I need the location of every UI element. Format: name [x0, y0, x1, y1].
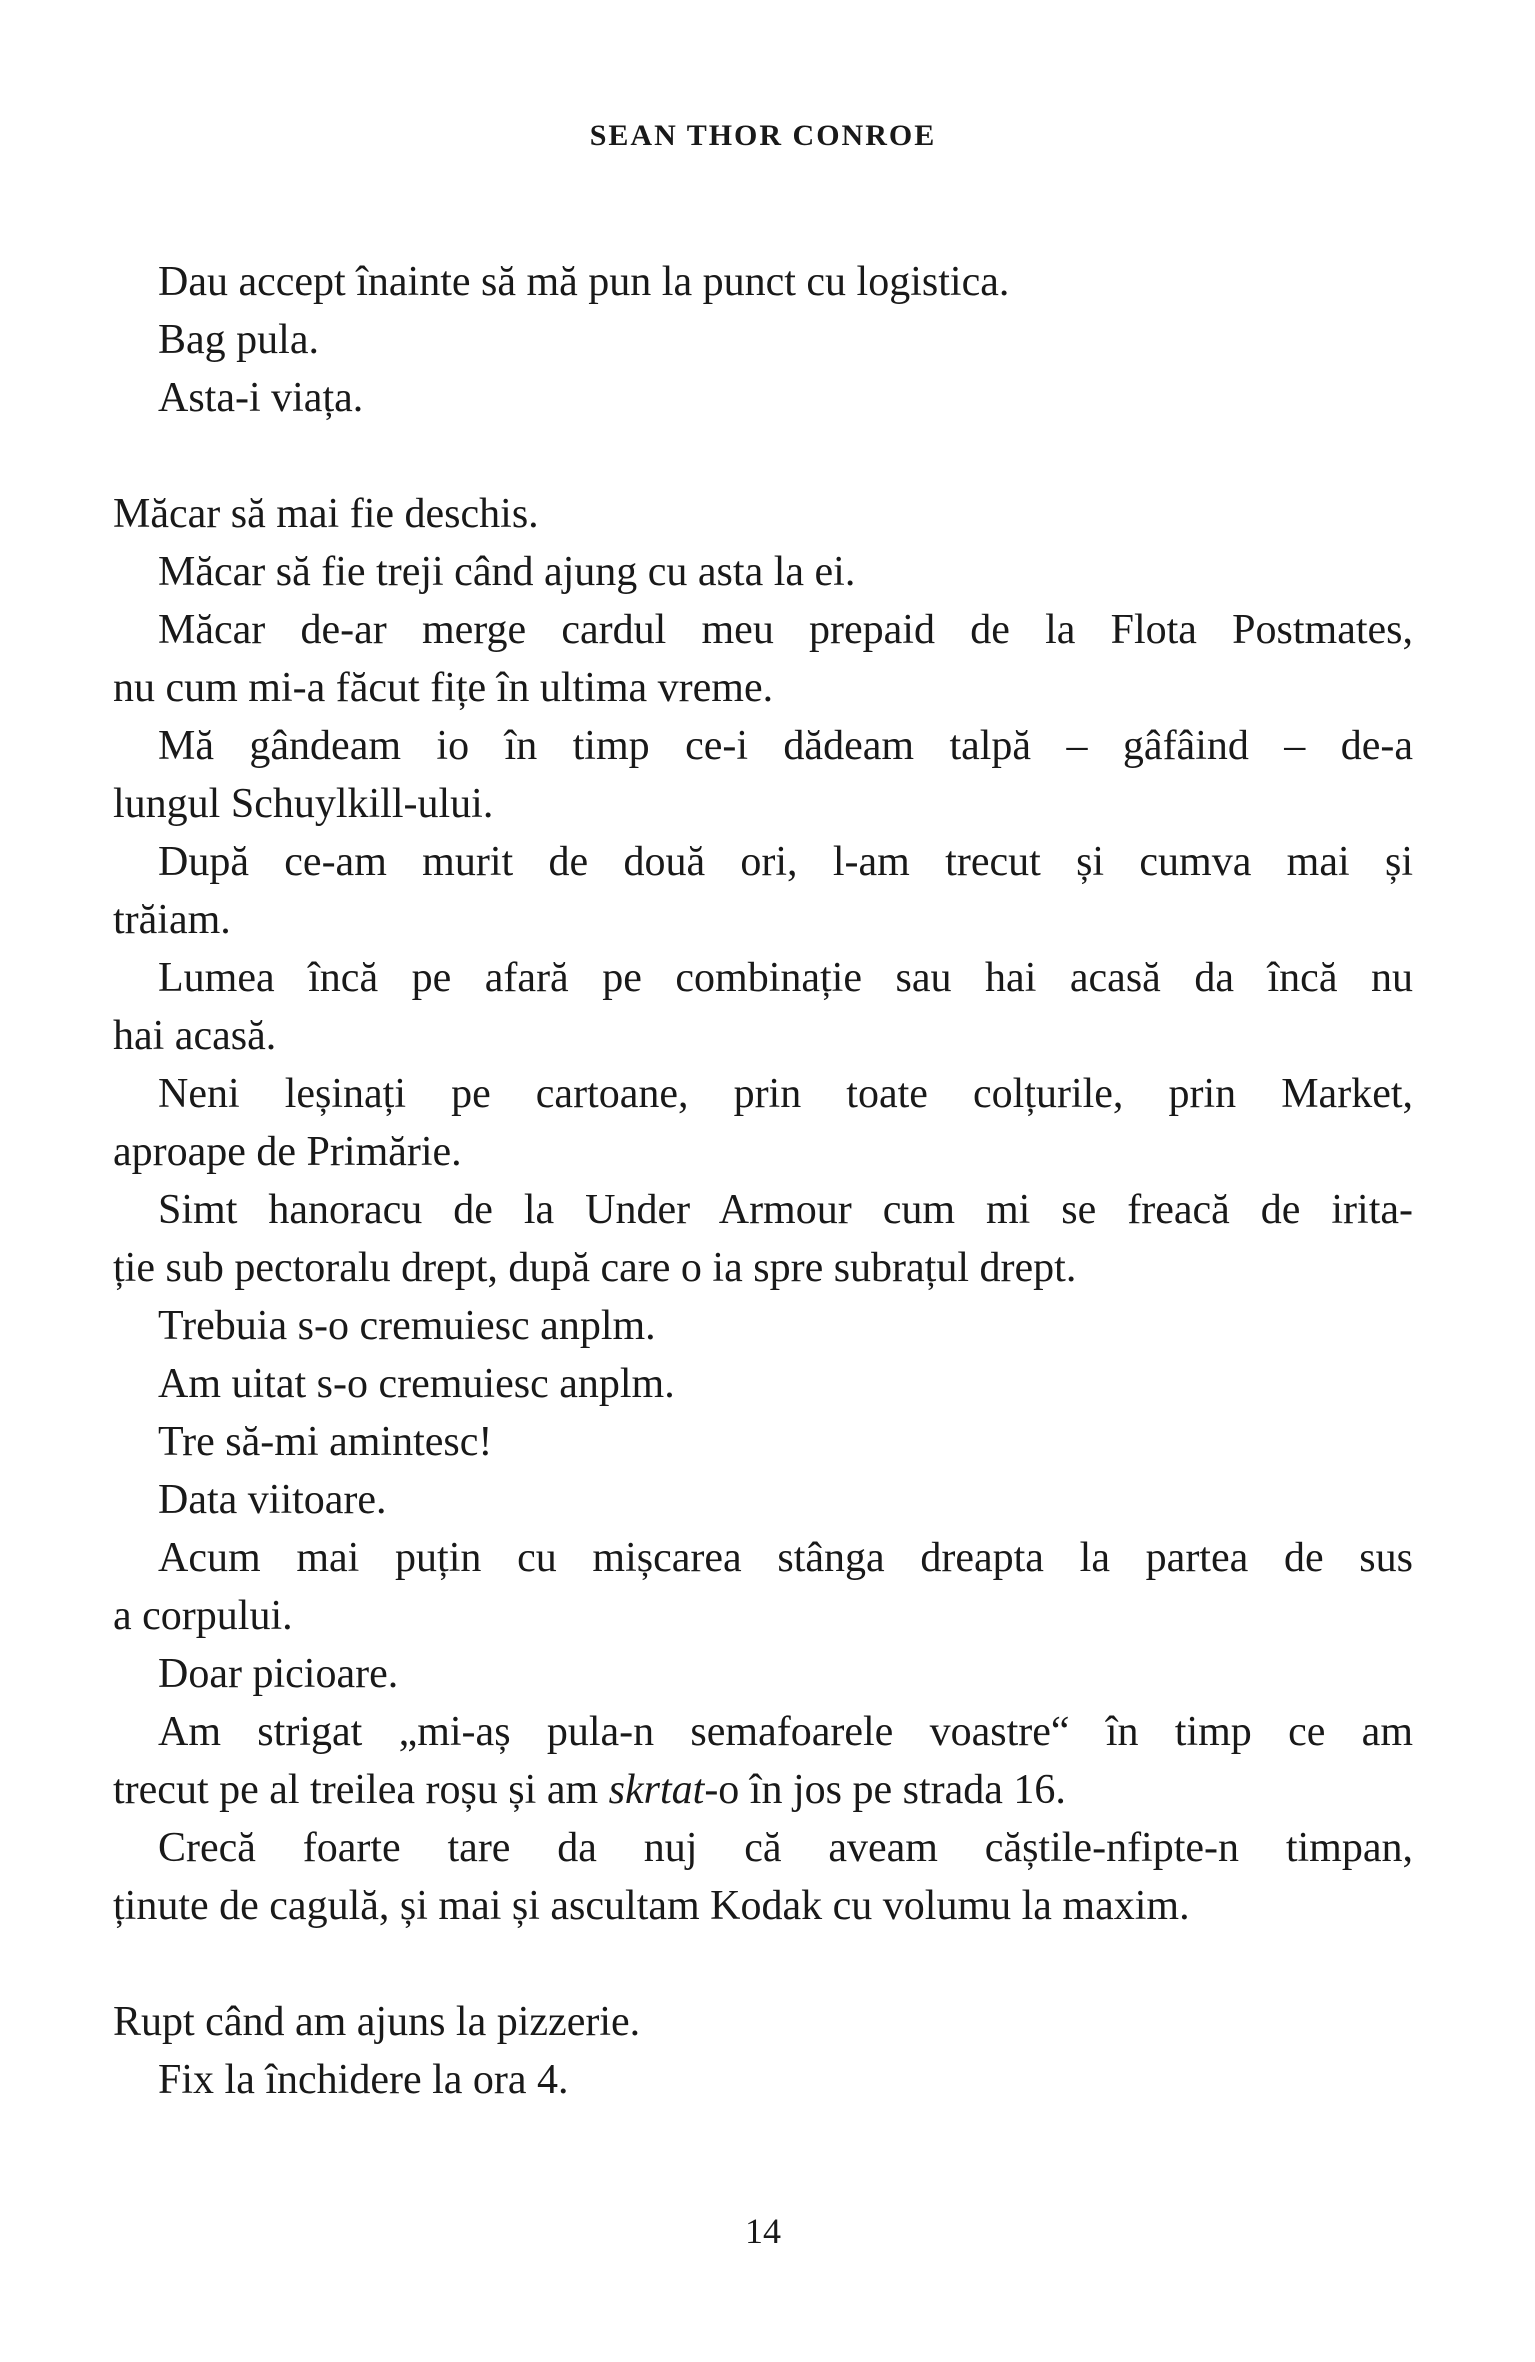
page-number: 14: [745, 2211, 781, 2251]
text-segment: hai acasă.: [113, 1013, 277, 1059]
text-line: [113, 2051, 1413, 2109]
text-line: [113, 1471, 1413, 1529]
text-line: [113, 1703, 1413, 1761]
text-line: [113, 1877, 1413, 1935]
text-line: [113, 833, 1413, 891]
text-segment: a corpului.: [113, 1593, 293, 1639]
paragraph-section: [113, 1993, 1413, 2109]
text-segment: Măcar de-ar merge cardul meu prepaid de la Flota Postmates,: [158, 607, 1413, 653]
text-line: [113, 1181, 1413, 1239]
text-line: [113, 253, 1413, 311]
text-segment: trecut pe al treilea roșu și am: [113, 1767, 609, 1813]
text-block: [113, 253, 1413, 2109]
text-segment: trăiam.: [113, 897, 231, 943]
text-line: [113, 891, 1413, 949]
text-segment: Am strigat „mi-aș pula-n semafoarele voastre“ în timp ce am: [158, 1709, 1413, 1755]
paragraph-section: [113, 253, 1413, 427]
text-line: [113, 949, 1413, 1007]
text-line: [113, 1413, 1413, 1471]
text-line: [113, 485, 1413, 543]
text-segment: Tre să-mi amintesc!: [158, 1419, 493, 1465]
text-line: [113, 1065, 1413, 1123]
text-line: [113, 775, 1413, 833]
text-line: [113, 601, 1413, 659]
text-segment: Asta-i viața.: [158, 375, 364, 421]
text-segment: Lumea încă pe afară pe combinație sau hai acasă da încă nu: [158, 955, 1413, 1001]
text-line: [113, 659, 1413, 717]
text-line: [113, 543, 1413, 601]
text-line: [113, 1819, 1413, 1877]
text-line: [113, 1123, 1413, 1181]
text-segment: Trebuia s-o cremuiesc anplm.: [158, 1303, 656, 1349]
text-segment: Măcar să fie treji când ajung cu asta la ei.: [158, 549, 856, 595]
text-line: [113, 311, 1413, 369]
text-segment: Crecă foarte tare da nuj că aveam căștile-nfipte-n timpan,: [158, 1825, 1413, 1871]
text-segment: Mă gândeam io în timp ce-i dădeam talpă – gâfâind – de-a: [158, 723, 1413, 769]
text-segment: lungul Schuylkill-ului.: [113, 781, 494, 827]
text-segment: aproape de Primărie.: [113, 1129, 462, 1175]
text-segment: Simt hanoracu de la Under Armour cum mi se freacă de irita-: [158, 1187, 1413, 1233]
text-line: [113, 1645, 1413, 1703]
text-line: [113, 1355, 1413, 1413]
text-line: [113, 1007, 1413, 1065]
text-segment: Rupt când am ajuns la pizzerie.: [113, 1999, 641, 2045]
text-line: [113, 1993, 1413, 2051]
text-segment: nu cum mi-a făcut fițe în ultima vreme.: [113, 665, 774, 711]
text-segment: Doar picioare.: [158, 1651, 399, 1697]
paragraph-section: [113, 485, 1413, 1935]
italic-text-segment: skrtat: [608, 1767, 705, 1813]
text-segment: Neni leșinați pe cartoane, prin toate colțurile, prin Market,: [158, 1071, 1413, 1117]
text-line: [113, 1761, 1413, 1819]
text-segment: Acum mai puțin cu mișcarea stânga dreapta la partea de sus: [158, 1535, 1413, 1581]
text-segment: Măcar să mai fie deschis.: [113, 491, 539, 537]
text-line: [113, 1239, 1413, 1297]
text-segment: Data viitoare.: [158, 1477, 387, 1523]
text-segment: ținute de cagulă, și mai și ascultam Kodak cu volumu la maxim.: [113, 1883, 1190, 1929]
text-segment: Bag pula.: [158, 317, 319, 363]
text-segment: -o în jos pe strada 16.: [704, 1767, 1066, 1813]
text-segment: ție sub pectoralu drept, după care o ia spre subrațul drept.: [113, 1245, 1077, 1291]
text-segment: Am uitat s-o cremuiesc anplm.: [158, 1361, 675, 1407]
text-line: [113, 1529, 1413, 1587]
text-segment: Fix la închidere la ora 4.: [158, 2057, 569, 2103]
running-header: SEAN THOR CONROE: [589, 119, 937, 152]
text-line: [113, 369, 1413, 427]
text-line: [113, 1297, 1413, 1355]
text-segment: După ce-am murit de două ori, l-am trecut și cumva mai și: [158, 839, 1413, 885]
text-line: [113, 717, 1413, 775]
text-line: [113, 1587, 1413, 1645]
text-segment: Dau accept înainte să mă pun la punct cu logistica.: [158, 259, 1010, 305]
